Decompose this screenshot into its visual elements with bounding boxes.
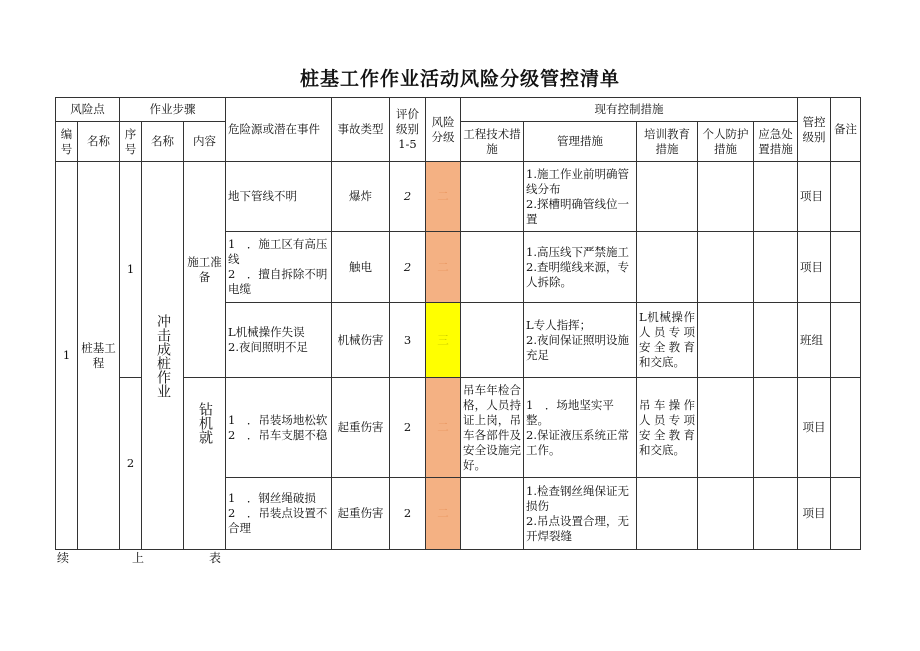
continued-note: [57, 549, 227, 565]
page-title: 桩基工作作业活动风险分级管控清单: [299, 68, 620, 90]
row3-engineering: 吊车年检合格，人员持证上岗，吊车各部件及安全设施完好。: [461, 378, 524, 478]
row0-engineering: [461, 162, 524, 232]
row1-engineering: [461, 232, 524, 303]
row0-management: 1.施工作业前明确管线分布 2.探槽明确管线位一置: [524, 162, 637, 232]
row1-training: [637, 232, 698, 303]
continued-char-2: 上: [132, 551, 145, 565]
row4-ppe: [698, 478, 754, 550]
row1-eval: 2: [390, 232, 426, 303]
row2-ppe: [698, 303, 754, 378]
seq-1: 1: [120, 162, 142, 378]
seq-2: 2: [120, 378, 142, 550]
header-existing-controls: 现有控制措施: [461, 98, 798, 122]
row1-emergency: [754, 232, 798, 303]
header-name: 名称: [78, 122, 120, 162]
row1-remarks: [831, 232, 861, 303]
header-work-steps: 作业步骤: [120, 98, 226, 122]
row3-hazard: 1 ．吊装场地松软 2 ．吊车支腿不稳: [226, 378, 332, 478]
row3-management: 1 ．场地坚实平整。 2.保证液压系统正常工作。: [524, 378, 637, 478]
row0-remarks: [831, 162, 861, 232]
header-training: 培训教育措施: [637, 122, 698, 162]
row3-risk-badge: 二: [426, 378, 461, 478]
row3-control: 项目: [798, 378, 831, 478]
row0-ppe: [698, 162, 754, 232]
header-risk-level: 风险分级: [426, 98, 461, 162]
row0-accident: 爆炸: [332, 162, 390, 232]
row2-management: L专人指挥； 2.夜间保证照明设施充足: [524, 303, 637, 378]
row3-training: 吊车操作人员专项安全教育和交底。: [637, 378, 698, 478]
continued-char-3: 表: [209, 551, 222, 565]
row2-eval: 3: [390, 303, 426, 378]
header-engineering: 工程技术措施: [461, 122, 524, 162]
header-remarks: 备注: [831, 98, 861, 162]
row3-eval: 2: [390, 378, 426, 478]
row2-engineering: [461, 303, 524, 378]
row3-ppe: [698, 378, 754, 478]
table-row: [56, 162, 861, 232]
row4-hazard: 1 ．钢丝绳破损 2 ．吊装点设置不合理: [226, 478, 332, 550]
row3-emergency: [754, 378, 798, 478]
row4-emergency: [754, 478, 798, 550]
row1-management: 1.高压线下严禁施工 2.查明缆线来源，专人拆除。: [524, 232, 637, 303]
header-step-name: 名称: [142, 122, 184, 162]
row0-hazard: 地下管线不明: [226, 162, 332, 232]
content-2-text: 钻机就: [197, 402, 213, 444]
row0-eval: 2: [390, 162, 426, 232]
step-name: [142, 162, 184, 550]
row2-training: L机械操作人员专项安全教育和交底。: [637, 303, 698, 378]
row1-risk-badge: 二: [426, 232, 461, 303]
row4-control: 项目: [798, 478, 831, 550]
point-name: 桩基工程: [78, 162, 120, 550]
risk-control-table: [55, 97, 861, 550]
row1-ppe: [698, 232, 754, 303]
row2-control: 班组: [798, 303, 831, 378]
row4-management: 1.检查钢丝绳保证无损伤 2.吊点设置合理，无开焊裂缝: [524, 478, 637, 550]
header-ppe: 个人防护措施: [698, 122, 754, 162]
row1-control: 项目: [798, 232, 831, 303]
row2-remarks: [831, 303, 861, 378]
row2-emergency: [754, 303, 798, 378]
header-seq: 序号: [120, 122, 142, 162]
header-no: 编号: [56, 122, 78, 162]
continued-char-1: 续: [57, 551, 70, 565]
header-hazard: 危险源或潜在事件: [226, 98, 332, 162]
header-eval-level: 评价级别1-5: [390, 98, 426, 162]
header-emergency: 应急处置措施: [754, 122, 798, 162]
header-management: 管理措施: [524, 122, 637, 162]
point-no: 1: [56, 162, 78, 550]
row0-emergency: [754, 162, 798, 232]
row4-risk-badge: 二: [426, 478, 461, 550]
row4-engineering: [461, 478, 524, 550]
row4-accident: 起重伤害: [332, 478, 390, 550]
row0-control: 项目: [798, 162, 831, 232]
step-name-text: 冲击成桩作业: [155, 313, 171, 398]
content-2: [184, 378, 226, 550]
row4-eval: 2: [390, 478, 426, 550]
row1-hazard: 1 ．施工区有高压线 2 ．擅自拆除不明电缆: [226, 232, 332, 303]
row2-risk-badge: 三: [426, 303, 461, 378]
header-control-level: 管控级别: [798, 98, 831, 162]
row1-accident: 触电: [332, 232, 390, 303]
header-risk-point: 风险点: [56, 98, 120, 122]
content-1: 施工准备: [184, 162, 226, 378]
header-content: 内容: [184, 122, 226, 162]
row3-accident: 起重伤害: [332, 378, 390, 478]
row2-accident: 机械伤害: [332, 303, 390, 378]
row3-remarks: [831, 378, 861, 478]
row4-remarks: [831, 478, 861, 550]
header-accident-type: 事故类型: [332, 98, 390, 162]
row0-training: [637, 162, 698, 232]
row2-hazard: L机械操作失误 2.夜间照明不足: [226, 303, 332, 378]
row0-risk-badge: 二: [426, 162, 461, 232]
row4-training: [637, 478, 698, 550]
